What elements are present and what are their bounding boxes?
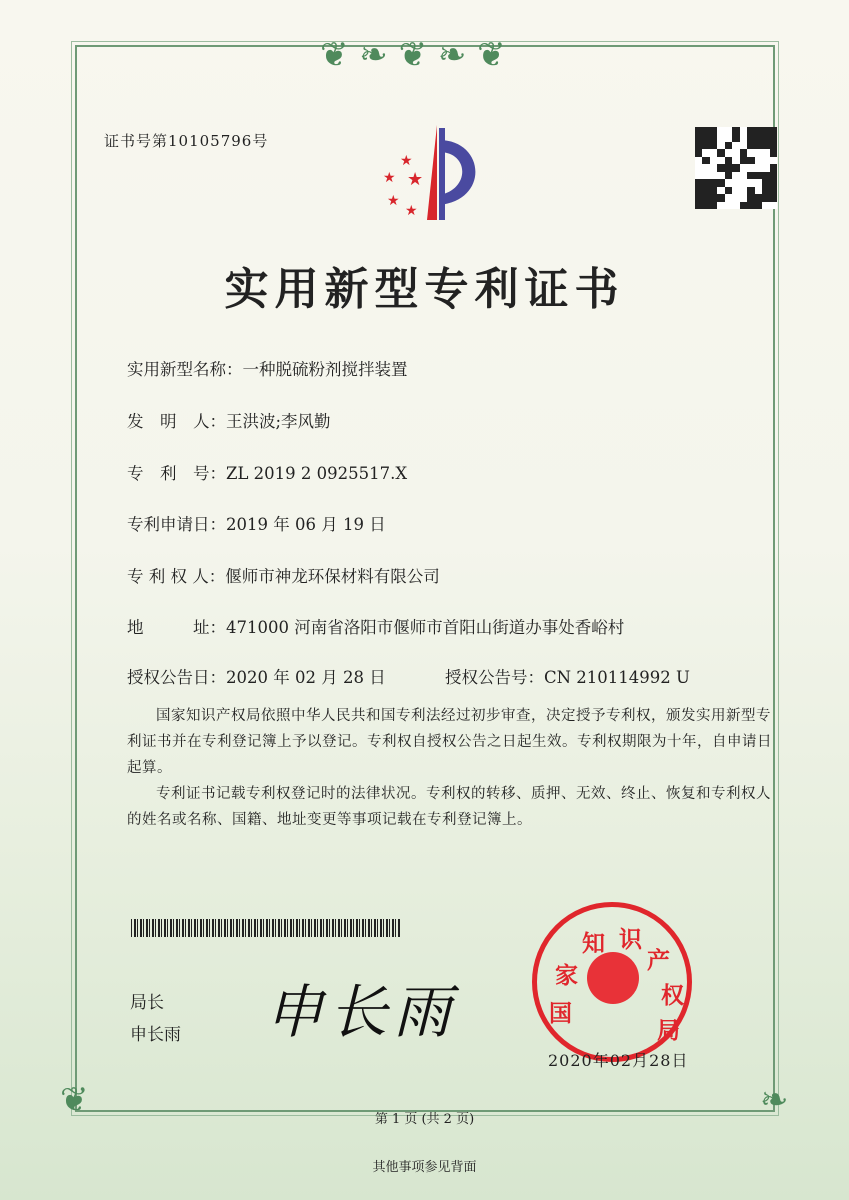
- national-emblem-icon: [587, 952, 639, 1004]
- bottom-left-ornament-icon: ❦: [60, 1080, 89, 1120]
- field-value: 2019 年 06 月 19 日: [226, 515, 386, 534]
- field-label: 授权公告日：: [127, 668, 226, 687]
- field-address: [127, 614, 624, 638]
- seal-date: 2020年02月28日: [548, 1051, 689, 1070]
- field-label: 专 利 号：: [127, 464, 226, 483]
- bottom-right-ornament-icon: ❧: [760, 1080, 789, 1120]
- field-inventors: [127, 408, 331, 432]
- field-value: CN 210114992 U: [544, 668, 690, 687]
- svg-text:★: ★: [407, 169, 424, 190]
- field-label: 发 明 人：: [127, 412, 226, 431]
- barcode: [131, 919, 401, 937]
- field-value: 王洪波;李风勤: [226, 412, 331, 431]
- statement-paragraph-1: 国家知识产权局依照中华人民共和国专利法经过初步审查，决定授予专利权，颁发实用新型专利证书并在专利登记簿上予以登记。专利权自授权公告之日起生效。专利权期限为十年，自申请日起算。: [127, 708, 772, 776]
- field-value: 2020 年 02 月 28 日: [226, 668, 386, 687]
- field-patent-number: [127, 460, 407, 484]
- statement-paragraph-2: 专利证书记载专利权登记时的法律状况。专利权的转移、质押、无效、终止、恢复和专利权人的姓名或名称、国籍、地址变更等事项记载在专利登记簿上。: [127, 786, 771, 828]
- field-utility-model-name: [127, 356, 408, 380]
- cnipa-logo-icon: [375, 120, 485, 225]
- field-value: 偃师市神龙环保材料有限公司: [225, 567, 440, 586]
- field-label: 专利申请日：: [127, 515, 226, 534]
- top-ornament-icon: ❦ ❧ ❦ ❧ ❦: [320, 35, 506, 75]
- director-signature: 申长雨: [265, 978, 458, 1046]
- field-label: 地 址：: [127, 618, 226, 637]
- footer-note: 其他事项参见背面: [372, 1160, 477, 1175]
- field-value: 471000 河南省洛阳市偃师市首阳山街道办事处香峪村: [226, 618, 625, 637]
- qr-code: [695, 127, 777, 209]
- svg-text:★: ★: [405, 203, 418, 219]
- official-seal: 国 家 知 识 产 权 局: [532, 902, 692, 1062]
- svg-text:★: ★: [387, 193, 400, 209]
- field-value: ZL 2019 2 0925517.X: [226, 464, 408, 483]
- certificate-title: 实用新型专利证书: [224, 264, 625, 315]
- field-patentee: [127, 563, 440, 587]
- field-value: 一种脱硫粉剂搅拌装置: [242, 360, 408, 379]
- certificate-number: 证书号第10105796号: [104, 132, 269, 150]
- director-title: 局长: [130, 993, 164, 1013]
- field-grant-date: [127, 664, 386, 688]
- field-label: 专 利 权 人：: [127, 567, 226, 586]
- field-label: 实用新型名称：: [127, 360, 243, 379]
- page-number: 第 1 页 (共 2 页): [374, 1112, 475, 1127]
- director-name: 申长雨: [130, 1025, 181, 1045]
- svg-text:★: ★: [383, 170, 396, 186]
- field-label: 授权公告号：: [445, 668, 544, 687]
- field-application-date: [127, 511, 386, 535]
- svg-text:★: ★: [400, 153, 413, 169]
- field-announcement-number: [445, 664, 690, 688]
